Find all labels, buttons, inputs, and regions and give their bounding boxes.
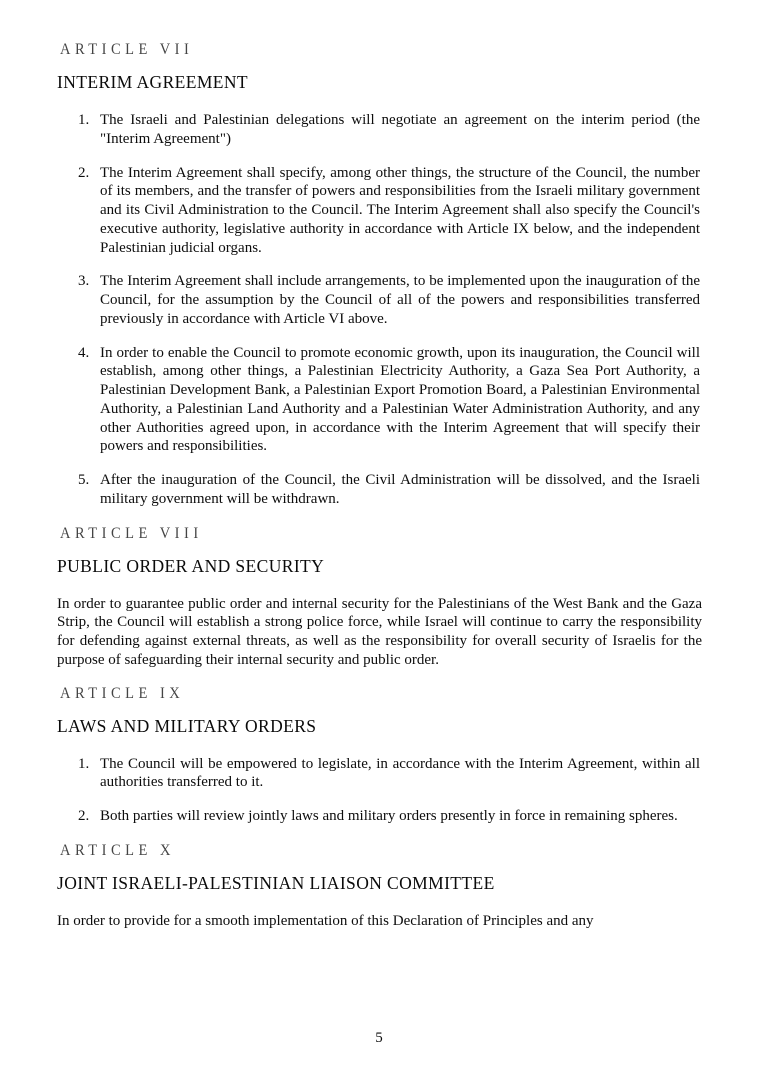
- item-number: 4.: [78, 344, 90, 361]
- item-number: 1.: [78, 112, 90, 128]
- item-text: The Israeli and Palestinian delegations will negotiate an agreement on the interim period (the "Interim Agreement"): [100, 112, 700, 147]
- numbered-list: [57, 755, 702, 826]
- section-title: PUBLIC ORDER AND SECURITY: [57, 555, 325, 576]
- section-title: LAWS AND MILITARY ORDERS: [57, 715, 317, 736]
- item-number: 3.: [78, 273, 90, 290]
- numbered-list: [57, 111, 702, 509]
- article-heading: ARTICLE IX: [60, 684, 185, 702]
- item-text: The Interim Agreement shall include arrangements, to be implemented upon the inauguration of the Council, for the assumption by the Council of all of the powers and responsibilities transferred previously in accordance with Article VI above.: [100, 273, 700, 327]
- item-number: 2.: [78, 164, 90, 181]
- section-title: JOINT ISRAELI-PALESTINIAN LIAISON COMMITTEE: [57, 872, 495, 893]
- section-article-viii: [57, 524, 702, 670]
- list-item: [57, 471, 702, 509]
- section-title: INTERIM AGREEMENT: [57, 72, 249, 93]
- item-text: The Council will be empowered to legislate, in accordance with the Interim Agreement, within all authorities transferred to it.: [100, 755, 700, 791]
- list-item: [57, 164, 702, 258]
- body-paragraph: In order to provide for a smooth implementation of this Declaration of Principles and any: [57, 912, 594, 929]
- list-item: [57, 272, 702, 328]
- item-text: In order to enable the Council to promote economic growth, upon its inauguration, the Council will establish, among other things, a Palestinian Electricity Authority, a Gaza Sea Port Authority, a Palestinian Development Bank, a Palestinian Export Promotion Board, a Palestinian Environmental Authority, a Palestinian Land Authority and a Palestinian Water Administration Authority, and any other Authorities agreed upon, in accordance with the Interim Agreement that will specify their powers and responsibilities.: [100, 344, 700, 455]
- item-text: Both parties will review jointly laws and military orders presently in force in remaining spheres.: [100, 808, 678, 824]
- list-item: [57, 111, 702, 149]
- section-article-vii: [57, 40, 702, 509]
- section-article-x: [57, 841, 702, 931]
- item-text: After the inauguration of the Council, the Civil Administration will be dissolved, and the Israeli military government will be withdrawn.: [100, 472, 700, 507]
- item-number: 2.: [78, 808, 90, 824]
- page-number: 5: [375, 1030, 383, 1047]
- list-item: [57, 807, 702, 826]
- article-heading: ARTICLE VII: [60, 41, 194, 59]
- list-item: [57, 755, 702, 793]
- list-item: [57, 344, 702, 457]
- item-number: 1.: [78, 755, 90, 772]
- item-text: The Interim Agreement shall specify, among other things, the structure of the Council, the number of its members, and the transfer of powers and responsibilities from the Israeli military government and its Civil Administration to the Council. The Interim Agreement shall also specify the Council's executive authority, legislative authority in accordance with Article IX below, and the independent Palestinian judicial organs.: [100, 164, 700, 256]
- body-paragraph: In order to guarantee public order and internal security for the Palestinians of the West Bank and the Gaza Strip, the Council will establish a strong police force, while Israel will continue to carry the responsibility for defending against external threats, as well as the responsibility for overall security of Israelis for the purpose of safeguarding their internal security and public order.: [57, 595, 702, 668]
- item-number: 5.: [78, 472, 90, 488]
- article-heading: ARTICLE VIII: [60, 524, 203, 542]
- section-article-ix: [57, 684, 702, 826]
- article-heading: ARTICLE X: [60, 841, 175, 859]
